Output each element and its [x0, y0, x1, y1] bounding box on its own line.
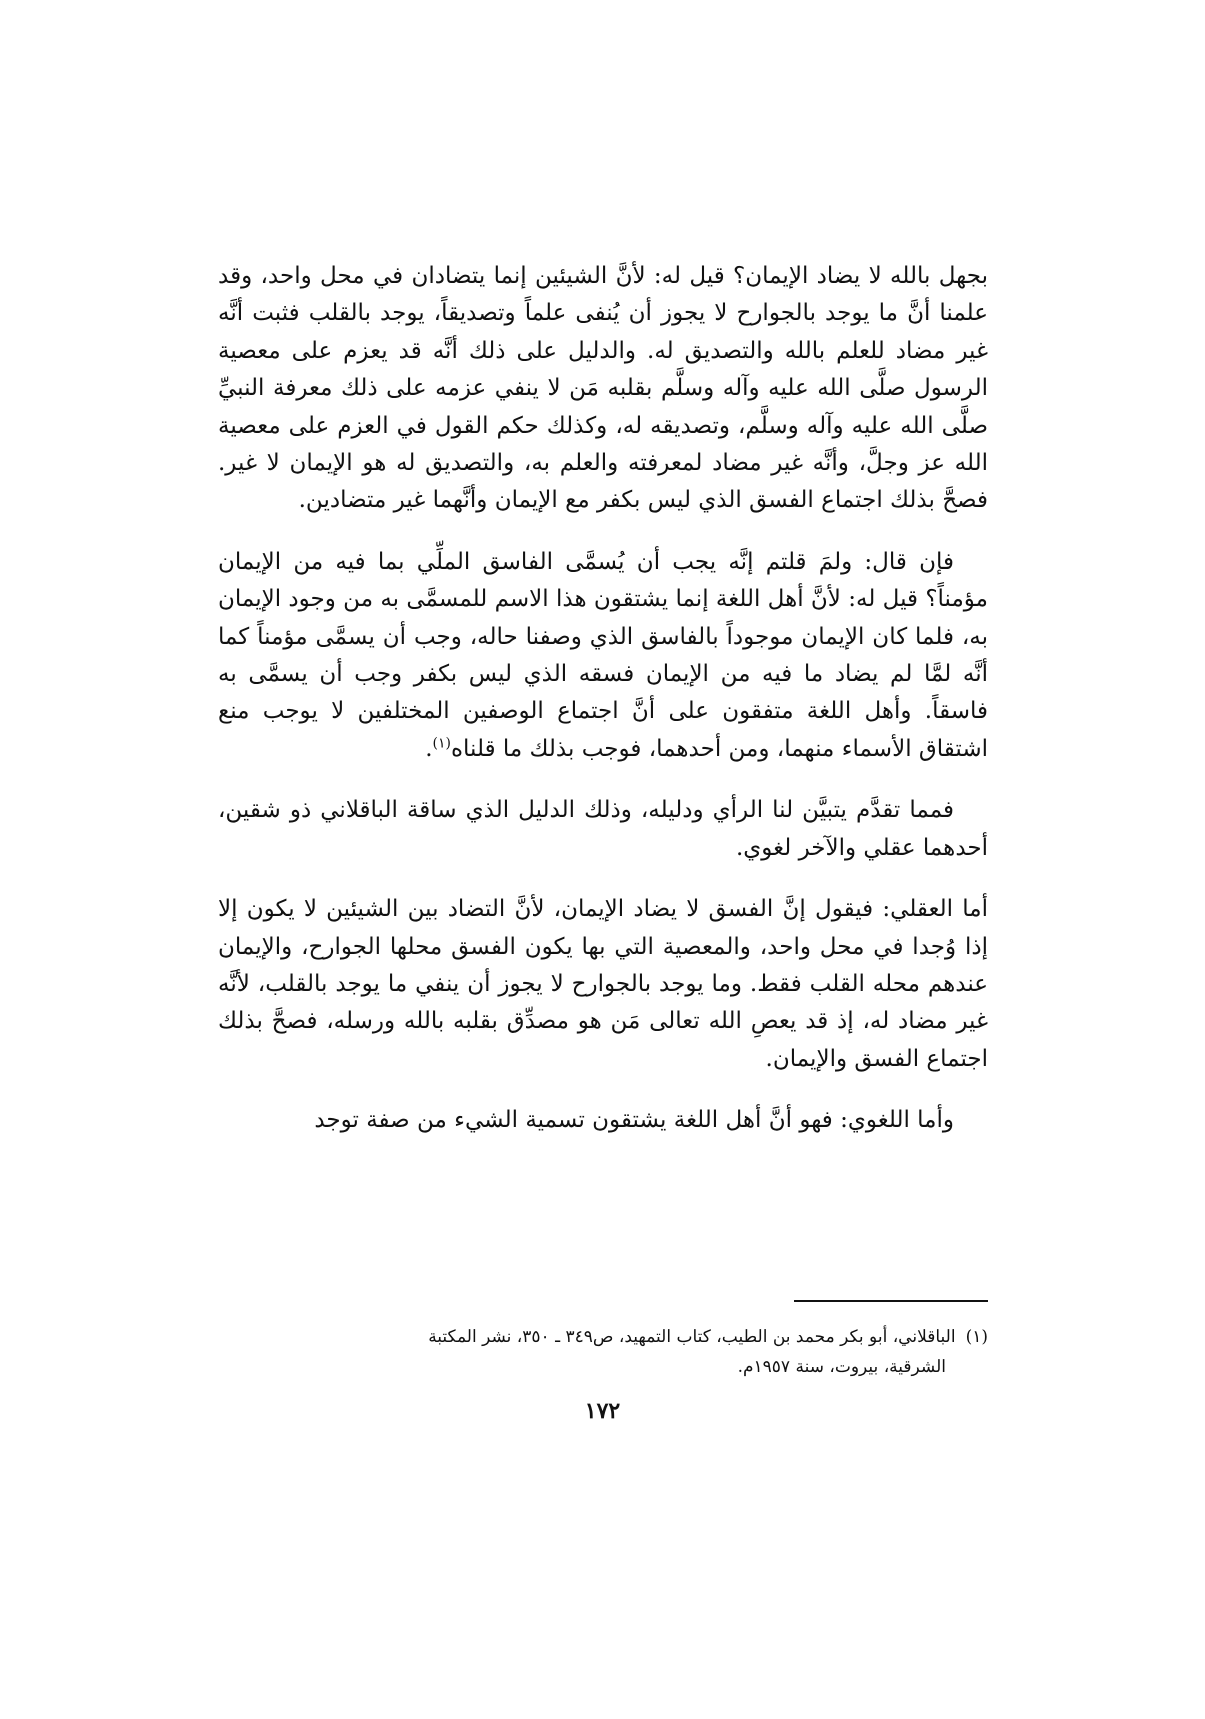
footnote-text-1: الباقلاني، أبو بكر محمد بن الطيب، كتاب التمهيد، ص٣٤٩ ـ ٣٥٠، نشر المكتبة [428, 1327, 956, 1347]
paragraph-2 [218, 544, 988, 768]
page-number: ١٧٢ [584, 1398, 621, 1424]
paragraph-5: وأما اللغوي: فهو أنَّ أهل اللغة يشتقون تسمية الشيء من صفة توجد [314, 1107, 954, 1134]
footnote-line-1 [218, 1322, 988, 1352]
paragraph-2-text: فإن قال: ولمَ قلتم إنَّه يجب أن يُسمَّى الفاسق الملِّي بما فيه من الإيمان مؤمناً؟ قيل له: لأنَّ أهل اللغة إنما يشتقون هذا الاسم للمسمَّى به من وجود الإيمان به، فلما كان الإيمان موجوداً بالفاسق الذي وصفنا حاله، وجب أن يسمَّى مؤمناً كما أنَّه لمَّا لم يضاد ما فيه من الإيمان فسقه الذي ليس بكفر وجب أن يسمَّى به فاسقاً. وأهل اللغة متفقون على أنَّ اجتماع الوصفين المختلفين لا يوجب منع اشتقاق الأسماء منهما، ومن أحدهما، فوجب بذلك ما قلناه [218, 548, 988, 762]
footnote-number: (١) [965, 1327, 988, 1347]
paragraph-4: أما العقلي: فيقول إنَّ الفسق لا يضاد الإيمان، لأنَّ التضاد بين الشيئين لا يكون إلا إذا وُجدا في محل واحد، والمعصية التي بها يكون الفسق محلها الجوارح، والإيمان عندهم محله القلب فقط. وما يوجد بالجوارح لا يجوز أن ينفي ما يوجد بالقلب، لأنَّه غير مضاد له، إذ قد يعصِ الله تعالى مَن هو مصدِّق بقلبه بالله ورسله، فصحَّ بذلك اجتماع الفسق والإيمان. [218, 896, 988, 1072]
paragraph-2-end: . [425, 735, 433, 762]
paragraph-3: فمما تقدَّم يتبيَّن لنا الرأي ودليله، وذلك الدليل الذي ساقة الباقلاني ذو شقين، أحدهما عقلي والآخر لغوي. [218, 797, 988, 861]
paragraph-1: بجهل بالله لا يضاد الإيمان؟ قيل له: لأنَّ الشيئين إنما يتضادان في محل واحد، وقد علمنا أنَّ ما يوجد بالجوارح لا يجوز أن يُنفى علماً وتصديقاً، يوجد بالقلب فثبت أنَّه غير مضاد للعلم بالله والتصديق له. والدليل على ذلك أنَّه قد يعزم على معصية الرسول صلَّى الله عليه وآله وسلَّم بقلبه مَن لا ينفي عزمه على ذلك معرفة النبيِّ صلَّى الله عليه وآله وسلَّم، وتصديقه له، وكذلك حكم القول في العزم على معصية الله عز وجلَّ، وأنَّه غير مضاد لمعرفته والعلم به، والتصديق له هو الإيمان لا غير. فصحَّ بذلك اجتماع الفسق الذي ليس بكفر مع الإيمان وأنَّهما غير متضادين. [218, 263, 988, 514]
footnote-reference: (١) [432, 735, 451, 752]
footnote-divider [794, 1300, 988, 1302]
footnote-line-2: الشرقية، بيروت، سنة ١٩٥٧م. [737, 1357, 946, 1377]
footnote [218, 1322, 988, 1382]
body-text [218, 258, 988, 1164]
